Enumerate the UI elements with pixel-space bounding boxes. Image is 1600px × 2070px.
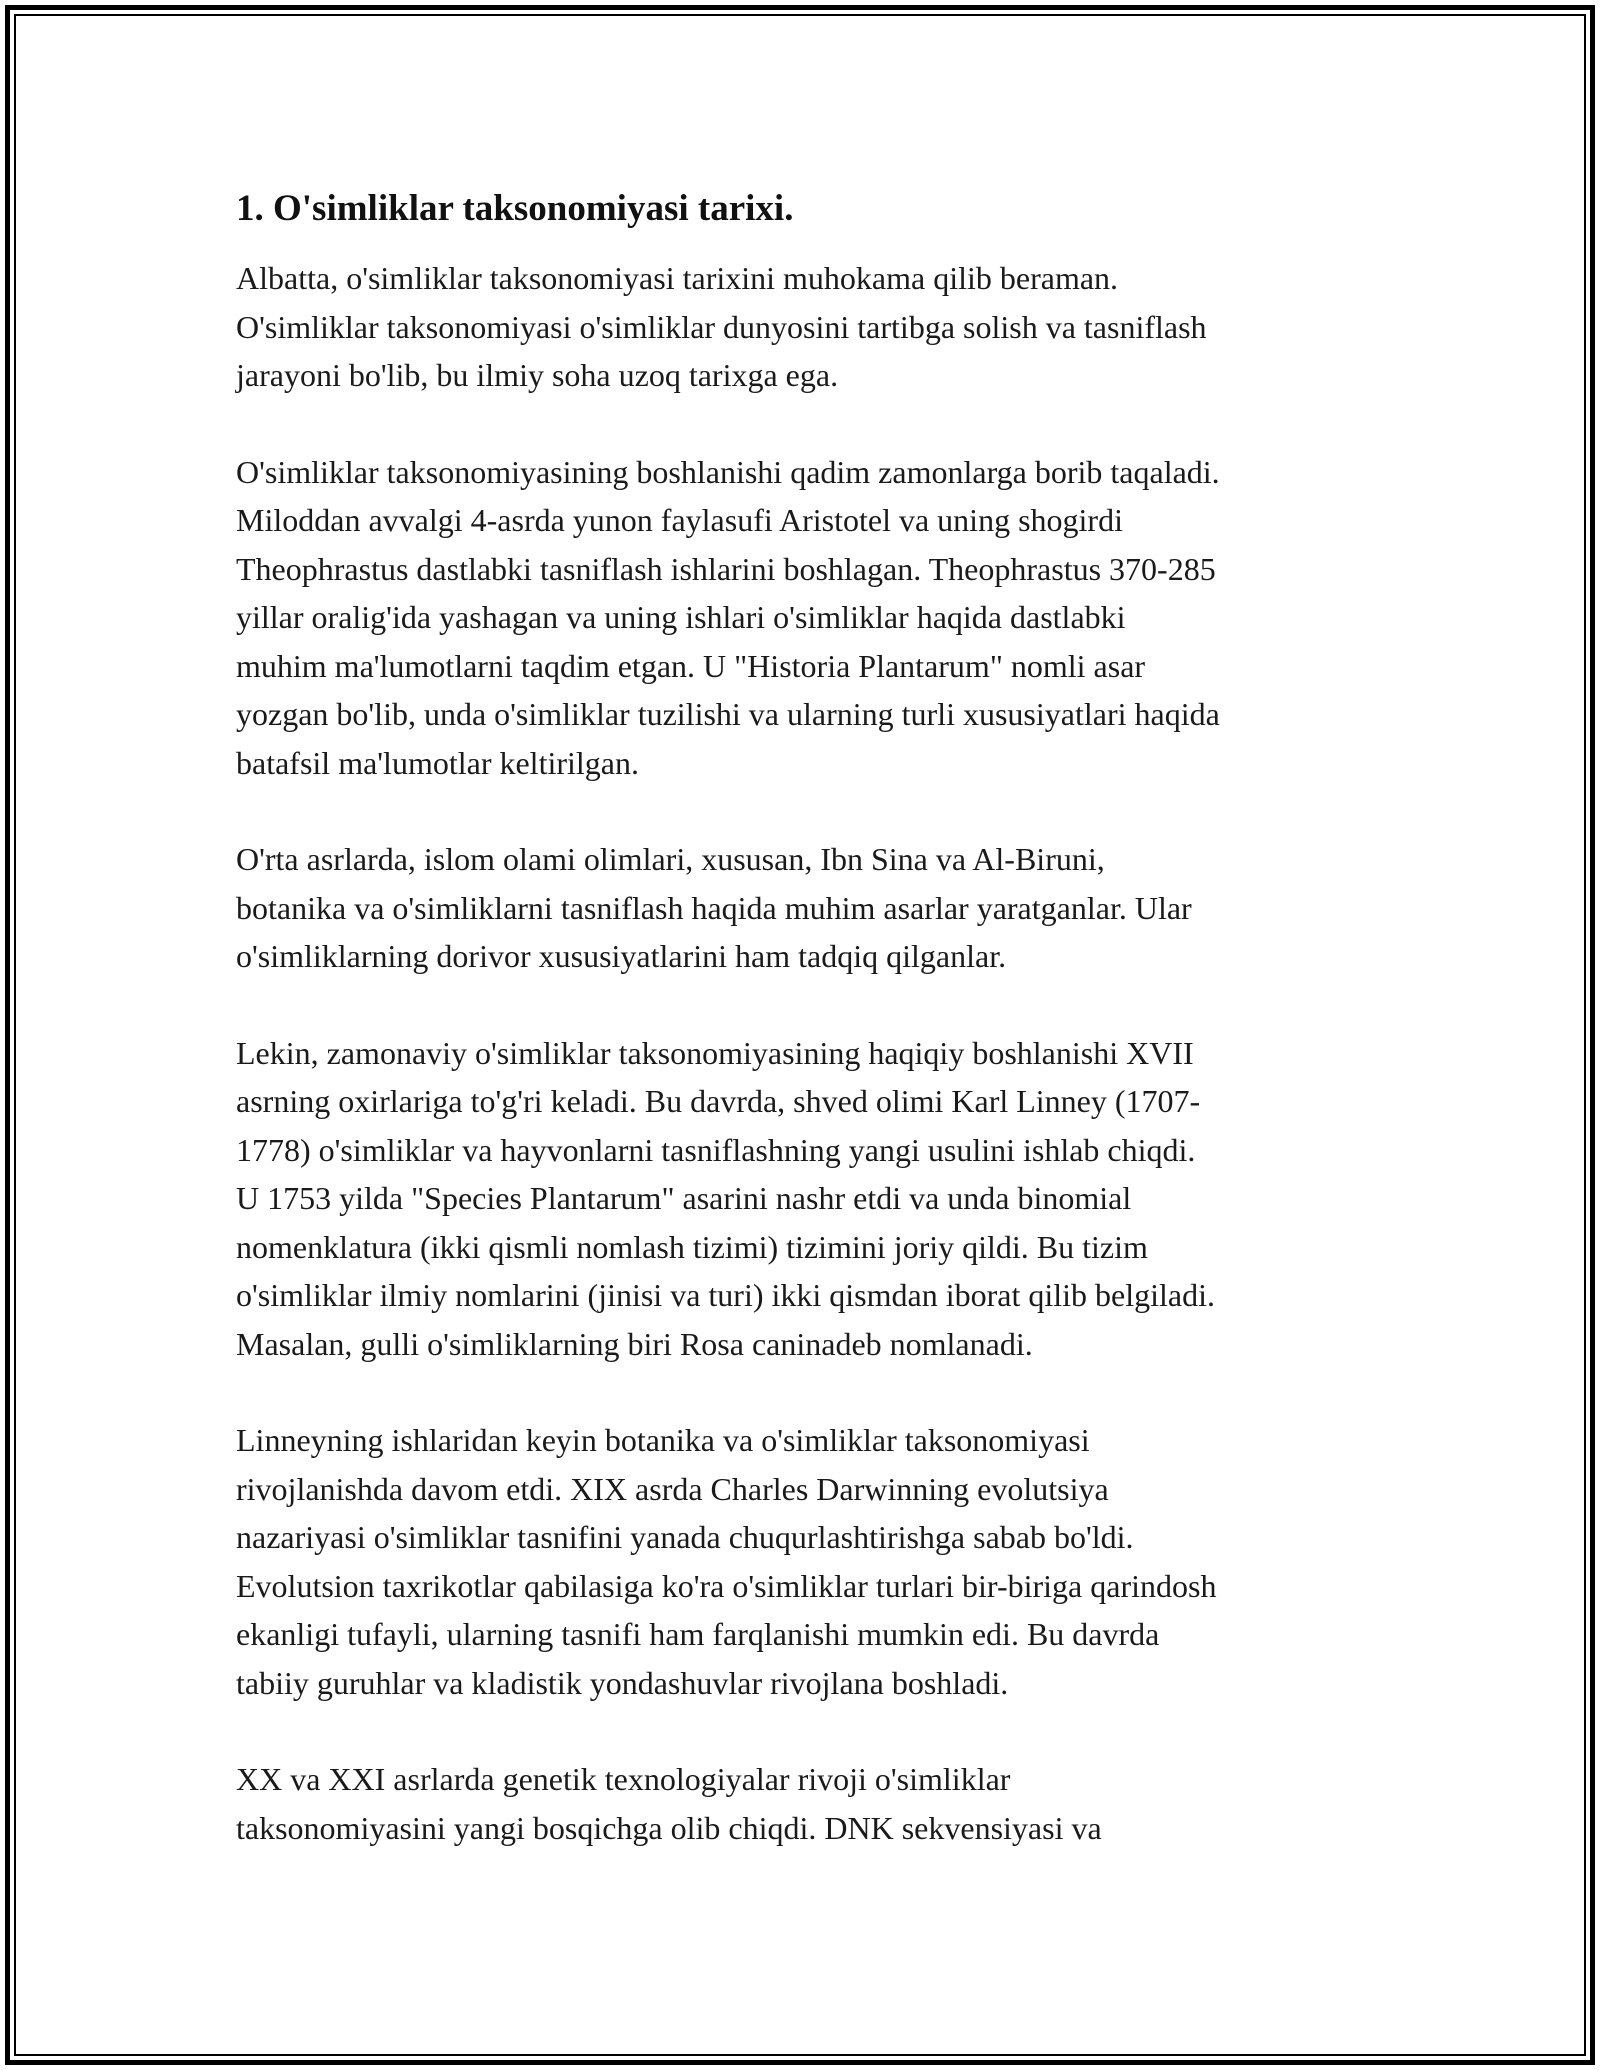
paragraph [236,1416,1366,1707]
document-body [236,186,1366,1900]
paragraph [236,448,1366,788]
text-line: jarayoni bo'lib, bu ilmiy soha uzoq tarixga ega. [236,357,839,393]
text-line: U 1753 yilda "Species Plantarum" asarini nashr etdi va unda binomial [236,1180,1132,1216]
text-line: taksonomiyasini yangi bosqichga olib chiqdi. DNK sekvensiyasi va [236,1809,1102,1846]
text-line: botanika va o'simliklarni tasniflash haqida muhim asarlar yaratganlar. Ular [236,889,1192,926]
paragraph [236,254,1366,400]
text-line: yozgan bo'lib, unda o'simliklar tuzilishi va ularning turli xususiyatlari haqida [236,696,1220,732]
text-line: yillar oralig'ida yashagan va uning ishlari o'simliklar haqida dastlabki [236,599,1126,635]
text-line: o'simliklar ilmiy nomlarini (jinisi va turi) ikki qismdan iborat qilib belgiladi. [236,1277,1215,1313]
paragraph-list [236,254,1366,1852]
text-line: O'rta asrlarda, islom olami olimlari, xususan, Ibn Sina va Al-Biruni, [236,841,1105,877]
paragraph [236,1029,1366,1369]
text-line: rivojlanishda davom etdi. XIX asrda Charles Darwinning evolutsiya [236,1470,1109,1507]
text-line: Theophrastus dastlabki tasniflash ishlarini boshlagan. Theophrastus 370-285 [236,550,1216,587]
text-line: Albatta, o'simliklar taksonomiyasi tarixini muhokama qilib beraman. [236,260,1119,296]
text-line: Evolutsion taxrikotlar qabilasiga ko'ra o'simliklar turlari bir-biriga qarindosh [236,1567,1217,1604]
section-heading: 1. O'simliklar taksonomiyasi tarixi. [236,188,794,229]
text-line: Linneyning ishlaridan keyin botanika va o'simliklar taksonomiyasi [236,1422,1090,1458]
paragraph [236,1755,1366,1852]
text-line: Miloddan avvalgi 4-asrda yunon faylasufi Aristotel va uning shogirdi [236,502,1123,538]
text-line: muhim ma'lumotlarni taqdim etgan. U "Historia Plantarum" nomli asar [236,647,1146,684]
text-line: Masalan, gulli o'simliklarning biri Rosa caninadeb nomlanadi. [236,1325,1033,1362]
text-line: 1778) o'simliklar va hayvonlarni tasniflashning yangi usulini ishlab chiqdi. [236,1131,1196,1168]
text-line: o'simliklarning dorivor xususiyatlarini ham tadqiq qilganlar. [236,938,1007,974]
text-line: asrning oxirlariga to'g'ri keladi. Bu davrda, shved olimi Karl Linney (1707- [236,1083,1201,1119]
text-line: nazariyasi o'simliklar tasnifini yanada chuqurlashtirishga sabab bo'ldi. [236,1519,1134,1555]
paragraph [236,835,1366,981]
text-line: Lekin, zamonaviy o'simliklar taksonomiyasining haqiqiy boshlanishi XVII [236,1034,1194,1071]
text-line: batafsil ma'lumotlar keltirilgan. [236,744,639,781]
text-line: XX va XXI asrlarda genetik texnologiyalar rivoji o'simliklar [236,1761,1011,1797]
text-line: O'simliklar taksonomiyasining boshlanishi qadim zamonlarga borib taqaladi. [236,453,1220,490]
text-line: O'simliklar taksonomiyasi o'simliklar dunyosini tartibga solish va tasniflash [236,308,1207,345]
text-line: ekanligi tufayli, ularning tasnifi ham farqlanishi mumkin edi. Bu davrda [236,1616,1160,1652]
text-line: nomenklatura (ikki qismli nomlash tizimi) tizimini joriy qildi. Bu tizim [236,1228,1148,1265]
text-line: tabiiy guruhlar va kladistik yondashuvlar rivojlana boshladi. [236,1664,1009,1701]
